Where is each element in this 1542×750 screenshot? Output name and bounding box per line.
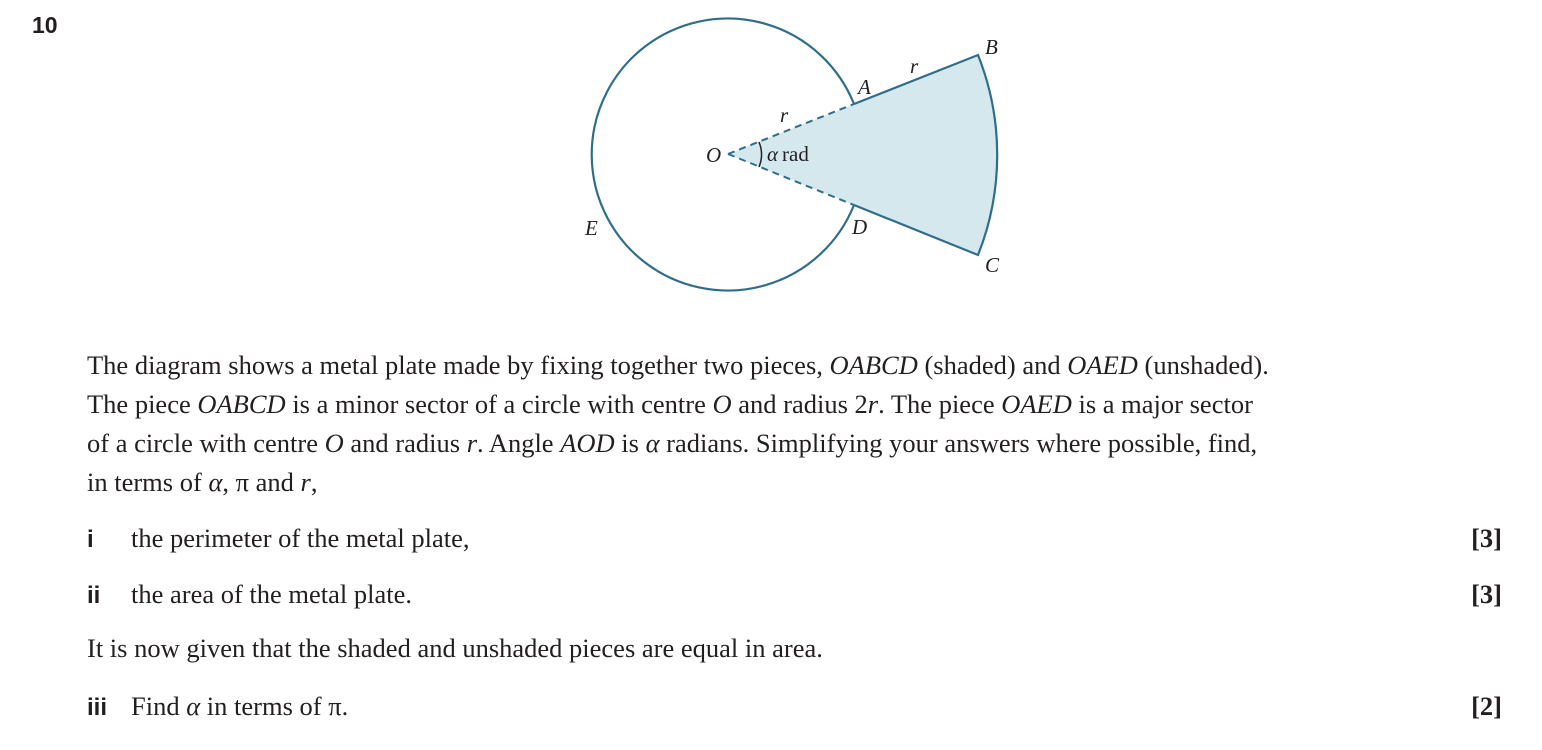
label-b: B <box>985 35 998 59</box>
part-i-label: i <box>87 526 94 553</box>
part-iii-marks: [2] <box>1471 691 1502 721</box>
intro-line-4: in terms of α, π and r, <box>87 467 318 497</box>
part-iii <box>87 690 1507 724</box>
label-d: D <box>852 215 868 239</box>
part-i-text: the perimeter of the metal plate, <box>131 523 470 553</box>
label-c: C <box>985 253 1000 277</box>
part-iii-text: Find α in terms of π. <box>131 691 349 721</box>
part-ii-marks: [3] <box>1471 579 1502 609</box>
question-intro <box>87 346 1517 502</box>
label-alpha: α <box>767 142 779 166</box>
intro-line-2: The piece OABCD is a minor sector of a circle with centre O and radius 2r. The piece OAED is a major sector <box>87 389 1253 419</box>
label-e: E <box>585 216 598 240</box>
label-r-ab: r <box>910 54 919 78</box>
part-ii <box>87 578 1507 612</box>
intro-line-1: The diagram shows a metal plate made by fixing together two pieces, OABCD (shaded) and OAED (unshaded). <box>87 350 1269 380</box>
part-ii-label: ii <box>87 582 101 609</box>
question-number: 10 <box>32 12 58 38</box>
intro-line-3: of a circle with centre O and radius r. Angle AOD is α radians. Simplifying your answers where possible, find, <box>87 428 1258 458</box>
sector-diagram <box>560 10 1040 300</box>
label-o: O <box>706 143 722 167</box>
part-i-marks: [3] <box>1471 523 1502 553</box>
label-rad: rad <box>782 142 809 166</box>
part-ii-text: the area of the metal plate. <box>131 579 413 609</box>
part-i <box>87 522 1507 556</box>
label-a: A <box>858 75 871 99</box>
part-iii-label: iii <box>87 694 108 721</box>
label-r-oa: r <box>780 103 789 127</box>
given-statement: It is now given that the shaded and unshaded pieces are equal in area. <box>87 633 823 663</box>
